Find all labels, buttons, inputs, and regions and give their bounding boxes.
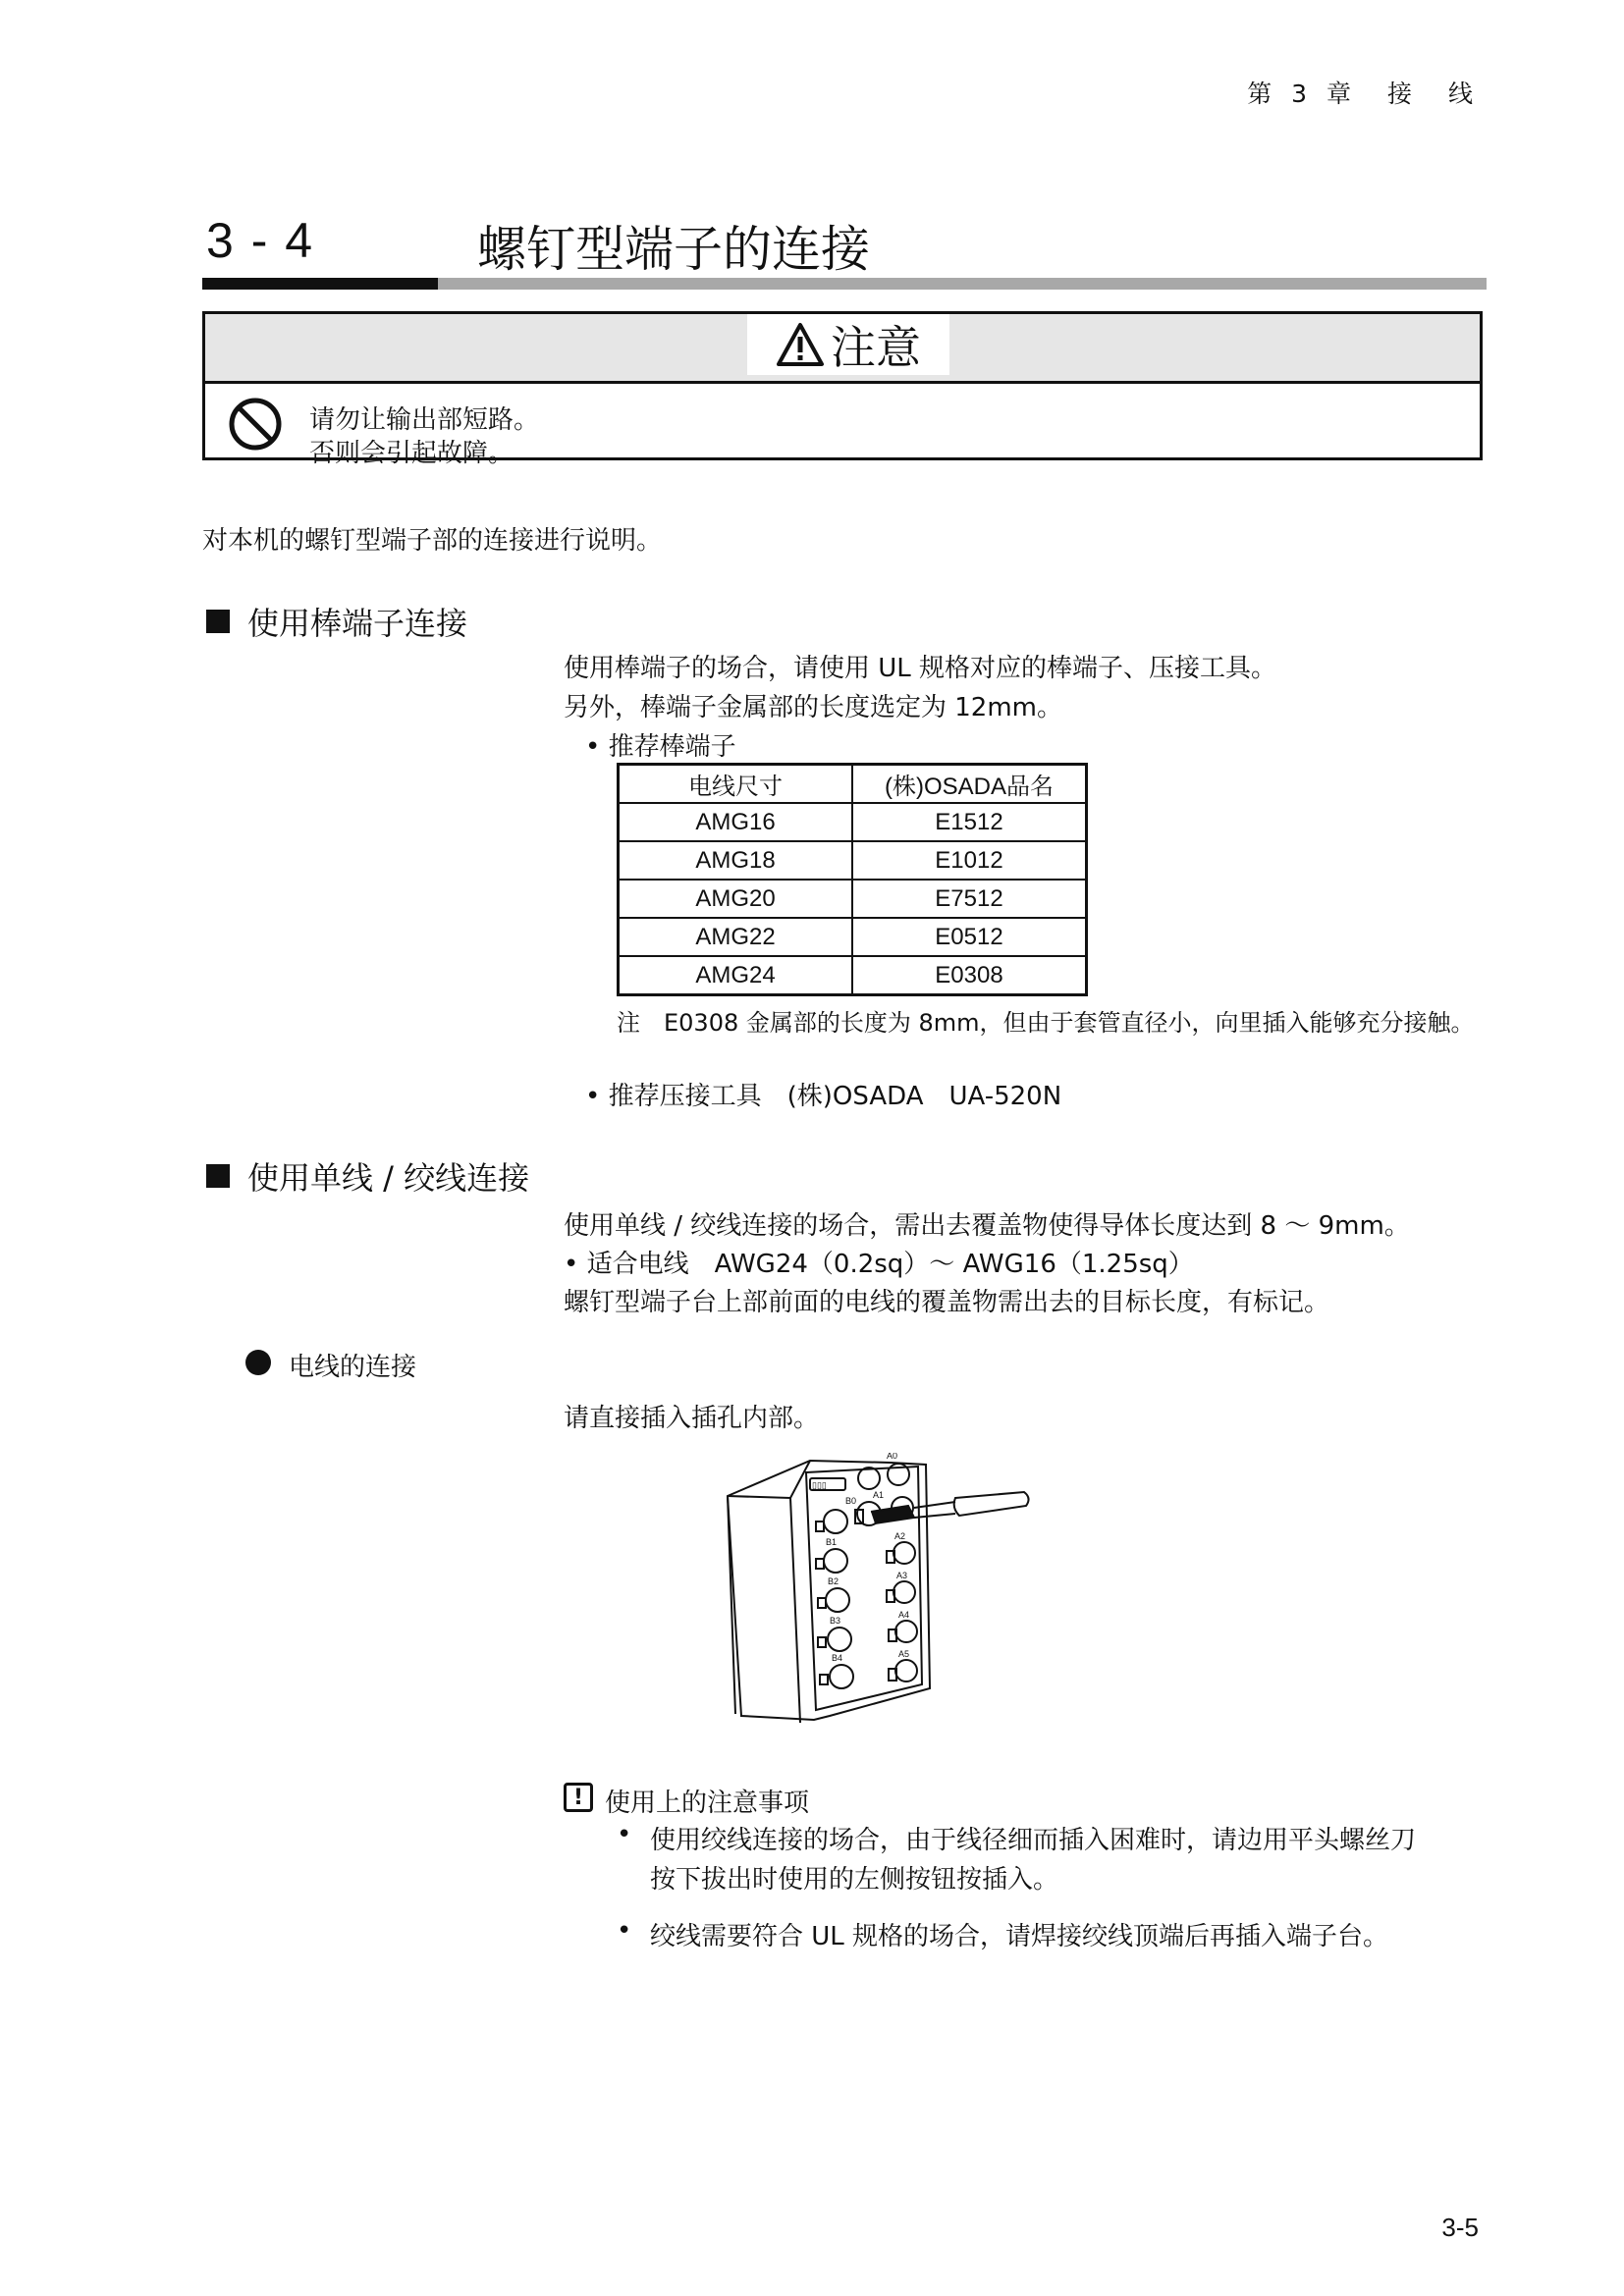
caution-body bbox=[205, 384, 1480, 468]
table-cell: E0308 bbox=[852, 956, 1087, 995]
caution-line-1: 请勿让输出部短路。 bbox=[309, 405, 540, 435]
table-row bbox=[619, 841, 1087, 880]
square-bullet-icon bbox=[206, 1164, 230, 1188]
table-cell: AMG18 bbox=[619, 841, 853, 880]
warning-triangle-icon bbox=[776, 322, 825, 367]
table-header: (株)OSADA品名 bbox=[852, 765, 1087, 804]
prohibited-icon bbox=[227, 396, 284, 453]
wire-line-1: 使用单线 / 绞线连接的场合，需出去覆盖物使得导体长度达到 8 ～ 9mm。 bbox=[564, 1211, 1410, 1241]
ferrule-heading-text: 使用棒端子连接 bbox=[247, 605, 468, 642]
title-rule-gray bbox=[438, 278, 1487, 290]
ferrule-line-1: 使用棒端子的场合，请使用 UL 规格对应的棒端子、压接工具。 bbox=[564, 654, 1277, 683]
terminal-label: B3 bbox=[830, 1616, 841, 1626]
wire-heading-text: 使用单线 / 绞线连接 bbox=[247, 1159, 530, 1197]
table-header-row bbox=[619, 765, 1087, 804]
section-title: 螺钉型端子的连接 bbox=[477, 221, 870, 278]
intro-text: 对本机的螺钉型端子部的连接进行说明。 bbox=[202, 526, 663, 556]
table-cell: E1012 bbox=[852, 841, 1087, 880]
table-row bbox=[619, 803, 1087, 841]
chapter-header: 第 3 章 接 线 bbox=[1247, 80, 1479, 108]
caution-note-icon: ! bbox=[564, 1783, 593, 1812]
terminal-label: A4 bbox=[898, 1610, 910, 1620]
terminal-block-illustration bbox=[712, 1453, 1046, 1728]
ferrule-line-3: • 推荐棒端子 bbox=[585, 732, 736, 762]
wire-line-3: 螺钉型端子台上部前面的电线的覆盖物需出去的目标长度，有标记。 bbox=[564, 1288, 1330, 1317]
usage-note-bullet: • bbox=[617, 1916, 632, 1946]
table-cell: AMG22 bbox=[619, 918, 853, 956]
caution-label-text: 注意 bbox=[831, 321, 921, 374]
table-row bbox=[619, 956, 1087, 995]
table-cell: E7512 bbox=[852, 880, 1087, 918]
title-rule-dark bbox=[202, 278, 438, 290]
page-number: 3-5 bbox=[1441, 2213, 1479, 2242]
terminal-label: A2 bbox=[894, 1531, 906, 1541]
wire-line-2: • 适合电线 AWG24（0.2sq）～ AWG16（1.25sq） bbox=[564, 1250, 1194, 1279]
table-cell: AMG24 bbox=[619, 956, 853, 995]
ferrule-table bbox=[617, 763, 1088, 996]
usage-notes-title: 使用上的注意事项 bbox=[605, 1789, 810, 1818]
table-row bbox=[619, 918, 1087, 956]
terminal-label: B0 bbox=[845, 1496, 857, 1506]
usage-note-1a: 使用绞线连接的场合，由于线径细而插入困难时，请边用平头螺丝刀 bbox=[650, 1826, 1417, 1855]
table-cell: AMG16 bbox=[619, 803, 853, 841]
usage-note-2: 绞线需要符合 UL 规格的场合，请焊接绞线顶端后再插入端子台。 bbox=[650, 1922, 1389, 1951]
table-header: 电线尺寸 bbox=[619, 765, 853, 804]
table-cell: E0512 bbox=[852, 918, 1087, 956]
terminal-label-plate: ▯▯▯ bbox=[812, 1480, 827, 1490]
terminal-label: A1 bbox=[873, 1490, 885, 1500]
terminal-label: B1 bbox=[826, 1537, 838, 1547]
ferrule-heading bbox=[206, 599, 467, 644]
crimp-tool-line: • 推荐压接工具 (株)OSADA UA-520N bbox=[585, 1082, 1062, 1111]
usage-note-bullet: • bbox=[617, 1820, 632, 1849]
terminal-label: B2 bbox=[828, 1576, 839, 1586]
usage-note-1b: 按下拔出时使用的左侧按钮按插入。 bbox=[650, 1865, 1059, 1895]
terminal-label: A0 bbox=[887, 1453, 898, 1461]
ferrule-note: 注 E0308 金属部的长度为 8mm，但由于套管直径小，向里插入能够充分接触。 bbox=[617, 1009, 1475, 1037]
table-cell: AMG20 bbox=[619, 880, 853, 918]
section-number: 3 - 4 bbox=[206, 213, 315, 268]
table-row bbox=[619, 880, 1087, 918]
ferrule-line-2: 另外，棒端子金属部的长度选定为 12mm。 bbox=[564, 693, 1063, 722]
wire-heading bbox=[206, 1153, 529, 1199]
terminal-label: B4 bbox=[832, 1653, 843, 1663]
caution-header bbox=[205, 314, 1480, 384]
circle-bullet-icon bbox=[245, 1350, 271, 1375]
caution-label bbox=[747, 314, 949, 375]
wire-connection-subheading: 电线的连接 bbox=[289, 1353, 417, 1382]
wire-connection-text: 请直接插入插孔内部。 bbox=[564, 1404, 820, 1433]
caution-line-2: 否则会引起故障。 bbox=[309, 439, 514, 468]
terminal-label: A5 bbox=[898, 1649, 910, 1659]
table-cell: E1512 bbox=[852, 803, 1087, 841]
terminal-label: A3 bbox=[896, 1571, 908, 1580]
caution-box bbox=[202, 311, 1483, 468]
square-bullet-icon bbox=[206, 610, 230, 633]
